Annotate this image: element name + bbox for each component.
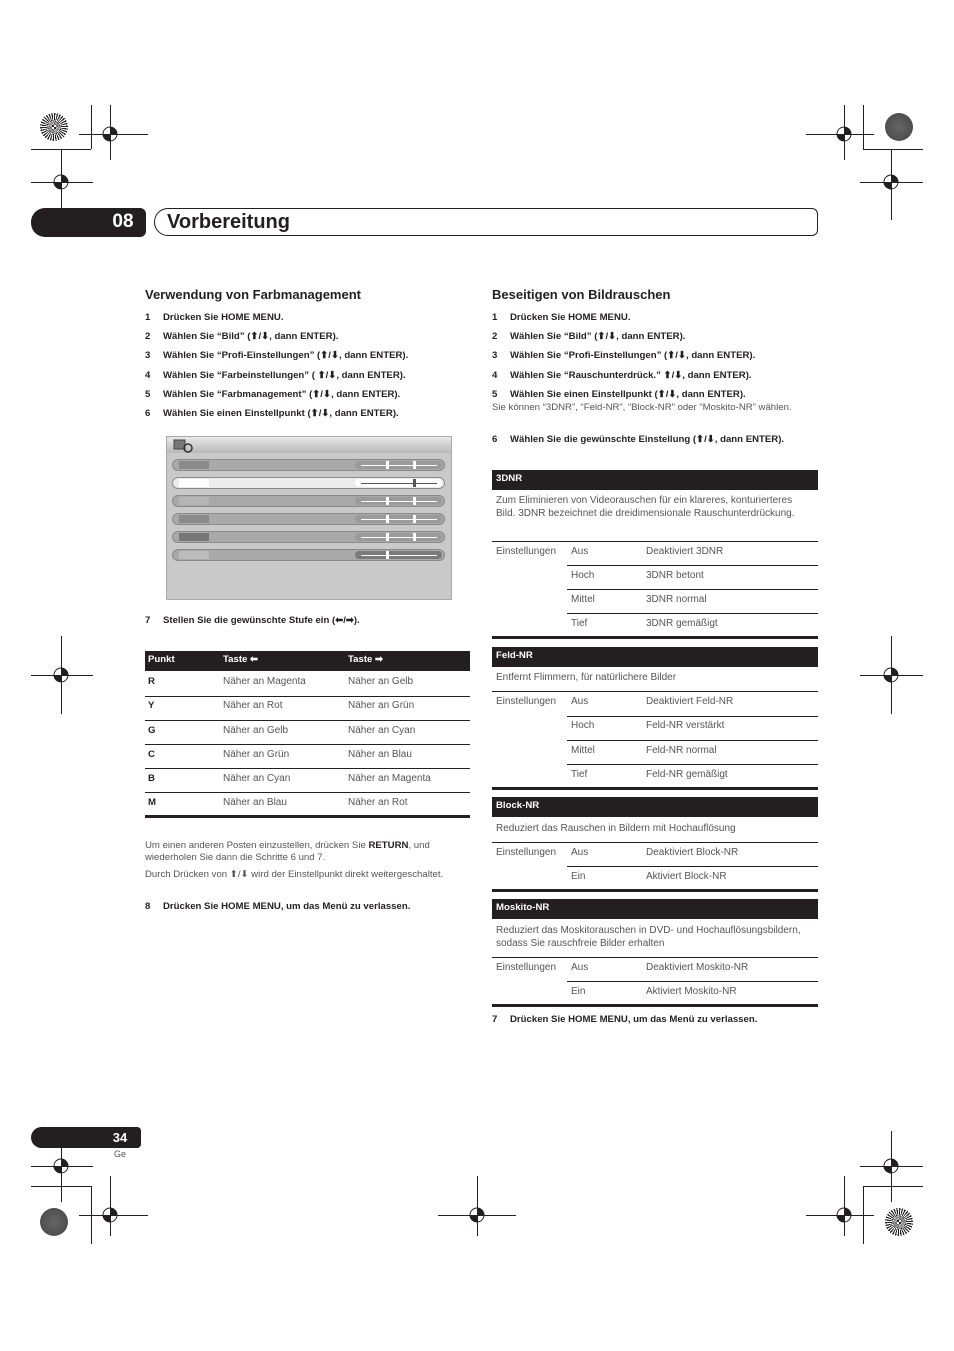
option-description: Deaktiviert Feld-NR bbox=[646, 696, 734, 707]
menu-row bbox=[172, 549, 445, 561]
step-item: 5 Wählen Sie “Farbmanagement” (⬆/⬇, dann ENTER). bbox=[145, 389, 401, 400]
section-header-block-nr: Block-NR bbox=[492, 797, 818, 817]
chapter-number: 08 bbox=[112, 211, 134, 232]
option-description: 3DNR betont bbox=[646, 570, 704, 581]
chapter-title: Vorbereitung bbox=[167, 211, 290, 233]
section-description: Entfernt Flimmern, für natürlichere Bilder bbox=[496, 672, 677, 683]
option-description: Feld-NR verstärkt bbox=[646, 720, 725, 731]
step-item: 1 Drücken Sie HOME MENU. bbox=[145, 312, 284, 323]
note-arrows: Durch Drücken von ⬆/⬇ wird der Einstellpunkt direkt weitergeschaltet. bbox=[145, 869, 444, 880]
registration-target-icon bbox=[834, 124, 854, 144]
row-divider bbox=[567, 716, 818, 717]
step-item: 4 Wählen Sie “Farbeinstellungen” ( ⬆/⬇, dann ENTER). bbox=[145, 370, 406, 381]
step-item: 7 Drücken Sie HOME MENU, um das Menü zu verlassen. bbox=[492, 1014, 758, 1025]
language-code: Ge bbox=[114, 1149, 127, 1159]
menu-row bbox=[172, 459, 445, 471]
option-description: Feld-NR gemäßigt bbox=[646, 769, 728, 780]
step-item: 3 Wählen Sie “Profi-Einstellungen” (⬆/⬇, dann ENTER). bbox=[145, 350, 409, 361]
registration-target-icon bbox=[51, 1156, 71, 1176]
row-divider bbox=[567, 740, 818, 741]
step-item: 3 Wählen Sie “Profi-Einstellungen” (⬆/⬇, dann ENTER). bbox=[492, 350, 756, 361]
section-header-feld-nr: Feld-NR bbox=[492, 647, 818, 667]
grey-rosette-mark-icon bbox=[885, 113, 913, 141]
option-description: Deaktiviert Block-NR bbox=[646, 847, 739, 858]
right-heading: Beseitigen von Bildrauschen bbox=[492, 287, 671, 302]
option-name: Aus bbox=[571, 847, 589, 858]
row-divider bbox=[145, 744, 470, 745]
table-bottom-rule bbox=[145, 815, 470, 818]
option-name: Aus bbox=[571, 546, 589, 557]
registration-target-icon bbox=[51, 665, 71, 685]
row-divider bbox=[145, 720, 470, 721]
row-divider bbox=[145, 696, 470, 697]
left-heading: Verwendung von Farbmanagement bbox=[145, 287, 361, 302]
row-divider bbox=[567, 565, 818, 566]
option-description: Deaktiviert Moskito-NR bbox=[646, 962, 749, 973]
section-bottom-rule bbox=[492, 787, 818, 790]
step-5-note: Sie können “3DNR”, “Feld-NR”, “Block-NR” oder “Moskito-NR” wählen. bbox=[492, 402, 792, 413]
registration-target-icon bbox=[100, 124, 120, 144]
row-divider bbox=[492, 541, 818, 542]
row-divider bbox=[145, 768, 470, 769]
menu-title-bar bbox=[167, 437, 451, 453]
row-divider bbox=[567, 981, 818, 982]
option-name: Tief bbox=[571, 618, 588, 629]
option-name: Mittel bbox=[571, 594, 595, 605]
option-description: 3DNR gemäßigt bbox=[646, 618, 718, 629]
step-item: 8 Drücken Sie HOME MENU, um das Menü zu verlassen. bbox=[145, 901, 411, 912]
step-item: 2 Wählen Sie “Bild” (⬆/⬇, dann ENTER). bbox=[492, 331, 686, 342]
section-description: Reduziert das Moskitorauschen in DVD- und Hochauflösungsbildern, sodass Sie rauschfreie Bilder erhalten bbox=[496, 925, 801, 949]
rosette-mark-icon bbox=[40, 113, 68, 141]
einstellungen-label: Einstellungen bbox=[496, 962, 557, 973]
einstellungen-label: Einstellungen bbox=[496, 696, 557, 707]
option-name: Aus bbox=[571, 962, 589, 973]
step-item: 2 Wählen Sie “Bild” (⬆/⬇, dann ENTER). bbox=[145, 331, 339, 342]
option-name: Hoch bbox=[571, 570, 595, 581]
einstellungen-label: Einstellungen bbox=[496, 847, 557, 858]
row-divider bbox=[492, 957, 818, 958]
section-bottom-rule bbox=[492, 636, 818, 639]
page-number: 34 bbox=[112, 1130, 128, 1145]
einstellungen-label: Einstellungen bbox=[496, 546, 557, 557]
menu-row bbox=[172, 495, 445, 507]
settings-gear-icon bbox=[173, 439, 195, 453]
section-description: Zum Eliminieren von Videorauschen für ein klareres, konturierteres Bild. 3DNR bezeichnet die dreidimensionale Rauschunterdrückung. bbox=[496, 495, 795, 519]
row-divider bbox=[567, 589, 818, 590]
step-item: 6 Wählen Sie die gewünschte Einstellung (⬆/⬇, dann ENTER). bbox=[492, 434, 785, 445]
row-divider bbox=[567, 764, 818, 765]
option-name: Aus bbox=[571, 696, 589, 707]
color-table-header: Punkt Taste ⬅ Taste ➡ bbox=[145, 651, 470, 671]
row-divider bbox=[145, 792, 470, 793]
row-divider bbox=[492, 842, 818, 843]
option-description: Aktiviert Moskito-NR bbox=[646, 986, 737, 997]
step-item: 4 Wählen Sie “Rauschunterdrück.” ⬆/⬇, dann ENTER). bbox=[492, 370, 752, 381]
grey-rosette-mark-icon bbox=[40, 1208, 68, 1236]
menu-row-selected bbox=[172, 477, 445, 489]
registration-target-icon bbox=[51, 172, 71, 192]
registration-target-icon bbox=[834, 1205, 854, 1225]
option-description: 3DNR normal bbox=[646, 594, 707, 605]
registration-target-icon bbox=[467, 1205, 487, 1225]
option-name: Tief bbox=[571, 769, 588, 780]
option-name: Ein bbox=[571, 986, 586, 997]
section-header-3dnr: 3DNR bbox=[492, 470, 818, 490]
step-item: 5 Wählen Sie einen Einstellpunkt (⬆/⬇, dann ENTER). bbox=[492, 389, 746, 400]
registration-target-icon bbox=[100, 1205, 120, 1225]
section-bottom-rule bbox=[492, 1004, 818, 1007]
option-description: Aktiviert Block-NR bbox=[646, 871, 727, 882]
step-item: 1 Drücken Sie HOME MENU. bbox=[492, 312, 631, 323]
row-divider bbox=[492, 691, 818, 692]
row-divider bbox=[567, 866, 818, 867]
registration-target-icon bbox=[881, 665, 901, 685]
section-bottom-rule bbox=[492, 889, 818, 892]
menu-row bbox=[172, 513, 445, 525]
option-description: Feld-NR normal bbox=[646, 745, 717, 756]
section-header-moskito-nr: Moskito-NR bbox=[492, 899, 818, 919]
option-name: Ein bbox=[571, 871, 586, 882]
registration-target-icon bbox=[881, 1156, 901, 1176]
row-divider bbox=[567, 613, 818, 614]
note-return: Um einen anderen Posten einzustellen, drücken Sie RETURN, und wiederholen Sie dann die Schritte 6 und 7. bbox=[145, 840, 430, 863]
color-management-menu-screenshot bbox=[166, 436, 452, 600]
step-item: 7 Stellen Sie die gewünschte Stufe ein (⬅/➡). bbox=[145, 615, 360, 626]
step-item: 6 Wählen Sie einen Einstellpunkt (⬆/⬇, dann ENTER). bbox=[145, 408, 399, 419]
option-description: Deaktiviert 3DNR bbox=[646, 546, 724, 557]
menu-row bbox=[172, 531, 445, 543]
option-name: Mittel bbox=[571, 745, 595, 756]
rosette-mark-icon bbox=[885, 1208, 913, 1236]
registration-target-icon bbox=[881, 172, 901, 192]
option-name: Hoch bbox=[571, 720, 595, 731]
section-description: Reduziert das Rauschen in Bildern mit Hochauflösung bbox=[496, 823, 736, 834]
